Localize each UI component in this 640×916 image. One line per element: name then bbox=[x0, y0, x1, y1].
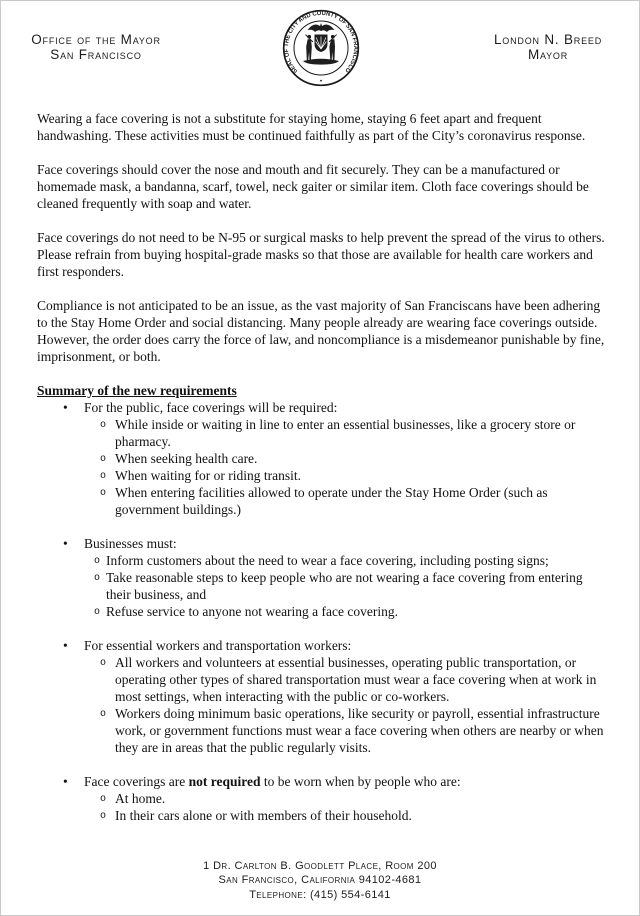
footer-telephone-line: Telephone: (415) 554-6141 bbox=[249, 888, 391, 901]
bullet-item bbox=[37, 773, 609, 790]
sub-bullet-item: o At home. bbox=[37, 790, 609, 807]
seal-bottom-dot bbox=[320, 80, 322, 82]
requirement-group-businesses bbox=[37, 535, 609, 620]
letter-body bbox=[1, 97, 639, 824]
sub-bullet-item: o While inside or waiting in line to enter an essential businesses, like a grocery store or pharmacy. bbox=[37, 416, 609, 450]
footer-city-line: San Francisco, California 94102-4681 bbox=[218, 874, 422, 886]
letter-footer bbox=[1, 859, 639, 903]
bullet-item: • Businesses must: bbox=[37, 535, 609, 552]
paragraph-n95: Face coverings do not need to be N-95 or surgical masks to help prevent the spread of the virus to others. Please refrain from buying hospital-grade masks so that those are available for health care workers and first responders. bbox=[37, 230, 605, 279]
sub-bullet-item: o When waiting for or riding transit. bbox=[37, 467, 609, 484]
letterhead bbox=[1, 1, 639, 97]
office-block bbox=[11, 32, 181, 62]
sub-bullet-item: o All workers and volunteers at essential businesses, operating public transportation, or operating other types of shared transportation must wear a face covering when at work in most settings, when interacting with the public or co-workers. bbox=[37, 654, 609, 705]
sub-bullet-item: o Take reasonable steps to keep people who are not wearing a face covering from entering their business, and bbox=[37, 569, 609, 603]
footer-address-line: 1 Dr. Carlton B. Goodlett Place, Room 200 bbox=[203, 859, 437, 872]
summary-heading: Summary of the new requirements bbox=[37, 383, 237, 398]
bullet-text-before: Face coverings are bbox=[84, 774, 189, 789]
paragraph-covering-types: Face coverings should cover the nose and mouth and fit securely. They can be a manufactured or homemade mask, a bandanna, scarf, towel, neck gaiter or similar item. Cloth face coverings should be cleaned frequently with soap and water. bbox=[37, 162, 589, 211]
sub-bullet-item: o In their cars alone or with members of their household. bbox=[37, 807, 609, 824]
city-seal-icon bbox=[281, 8, 361, 88]
mayor-title: Mayor bbox=[527, 47, 569, 62]
office-city: San Francisco bbox=[50, 47, 142, 62]
sub-bullet-item: o Workers doing minimum basic operations, like security or payroll, essential infrastructure work, or government functions must wear a face covering when others are nearby or when they are in areas that the public regularly visits. bbox=[37, 705, 609, 756]
requirement-group-workers bbox=[37, 637, 609, 756]
sub-bullet-item: o When entering facilities allowed to operate under the Stay Home Order (such as government buildings.) bbox=[37, 484, 609, 518]
office-title: Office of the Mayor bbox=[31, 32, 161, 47]
bullet-item: • For the public, face coverings will be required: bbox=[37, 399, 609, 416]
sub-bullet-item: o Refuse service to anyone not wearing a face covering. bbox=[37, 603, 609, 620]
sub-bullet-item: o Inform customers about the need to wear a face covering, including posting signs; bbox=[37, 552, 609, 569]
bullet-text-after: to be worn when by people who are: bbox=[260, 774, 461, 789]
seal-rim-text: SEAL OF THE CITY AND COUNTY OF SAN FRANCISCO bbox=[283, 10, 359, 75]
mayor-name: London N. Breed bbox=[493, 32, 603, 47]
paragraph-substitute: Wearing a face covering is not a substitute for staying home, staying 6 feet apart and frequent handwashing. These activities must be continued faithfully as part of the City’s coronavirus response. bbox=[37, 111, 586, 143]
bullet-text-bold: not required bbox=[188, 774, 261, 789]
paragraph-compliance: Compliance is not anticipated to be an issue, as the vast majority of San Franciscans have been adhering to the Stay Home Order and social distancing. Many people already are wearing face coverings outside. However, the order does carry the force of law, and noncompliance is a misdemeanor punishable by fine, imprisonment, or both. bbox=[37, 298, 605, 364]
requirement-group-exemptions bbox=[37, 773, 609, 824]
mayor-block bbox=[459, 32, 637, 62]
requirement-group-public bbox=[37, 399, 609, 518]
bullet-item: • For essential workers and transportation workers: bbox=[37, 637, 609, 654]
sub-bullet-item: o When seeking health care. bbox=[37, 450, 609, 467]
